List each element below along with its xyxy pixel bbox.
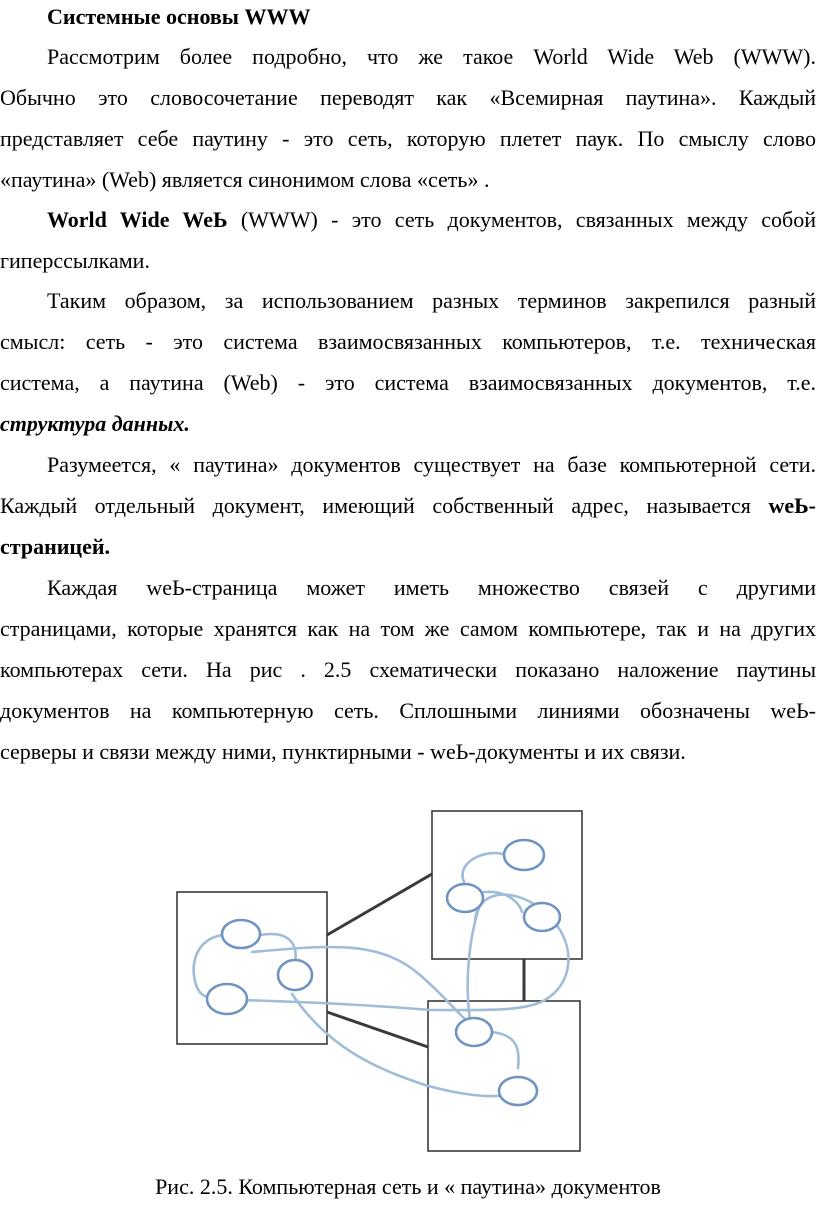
paragraph-line: Обычно это словосочетание переводят как «Всемирная паутина». Каждый (0, 85, 816, 110)
paragraph-line (0, 205, 816, 235)
term-world-wide-web: World Wide WeЬ (47, 207, 228, 232)
document-node (278, 960, 312, 990)
document-node (524, 903, 560, 931)
document-node (447, 884, 483, 912)
network-diagram (0, 800, 816, 1160)
paragraph-line: гиперссылками. (0, 248, 150, 273)
paragraph-line: смысл: сеть - это система взаимосвязанных компьютеров, т.е. техническая (0, 329, 816, 354)
server-box-top-right (432, 811, 582, 959)
server-box-bottom-right (428, 1001, 580, 1151)
document-node (499, 1077, 537, 1105)
document-node (456, 1018, 492, 1046)
definition-text: (WWW) - это сеть документов, связанных между собой (227, 207, 816, 232)
paragraph-line: Рассмотрим более подробно, что же такое World Wide Web (WWW). (47, 44, 816, 69)
paragraph-line: страницами, которые хранятся как на том же самом компьютере, так и на других (0, 616, 816, 641)
document-node (207, 984, 247, 1014)
figure-caption: Рис. 2.5. Компьютерная сеть и « паутина» документов (155, 1174, 661, 1199)
paragraph-line: компьютерах сети. На рис . 2.5 схематически показано наложение паутины (0, 657, 816, 682)
paragraph-line (0, 491, 816, 521)
term-web-page: weЬ- (768, 493, 816, 518)
paragraph-text: Каждый отдельный документ, имеющий собственный адрес, называется (0, 493, 769, 518)
document-node (504, 840, 544, 870)
paragraph-line: «паутина» (Web) является синонимом слова «сеть» . (0, 167, 490, 192)
paragraph-line: система, а паутина (Web) - это система взаимосвязанных документов, т.е. (0, 370, 816, 395)
network-link (327, 1012, 428, 1047)
paragraph-line: Каждая weЬ-страница может иметь множество связей с другими (47, 575, 816, 600)
network-link (327, 874, 432, 935)
document-node (222, 920, 260, 948)
paragraph-line: Таким образом, за использованием разных терминов закрепился разный (47, 288, 816, 313)
paragraph-line: представляет себе паутину - это сеть, которую плетет паук. По смыслу слово (0, 126, 816, 151)
paragraph-line: Разумеется, « паутина» документов существует на базе компьютерной сети. (47, 452, 816, 477)
term-web-page-end: страницей. (0, 534, 111, 559)
figure-2-5 (0, 800, 816, 1160)
emphasis-data-structure: структура данных. (0, 411, 190, 436)
paragraph-line: документов на компьютерную сеть. Сплошными линиями обозначены weЬ- (0, 698, 816, 723)
paragraph-line: серверы и связи между ними, пунктирными - weЬ-документы и их связи. (0, 739, 686, 764)
section-title: Системные основы WWW (47, 4, 311, 29)
